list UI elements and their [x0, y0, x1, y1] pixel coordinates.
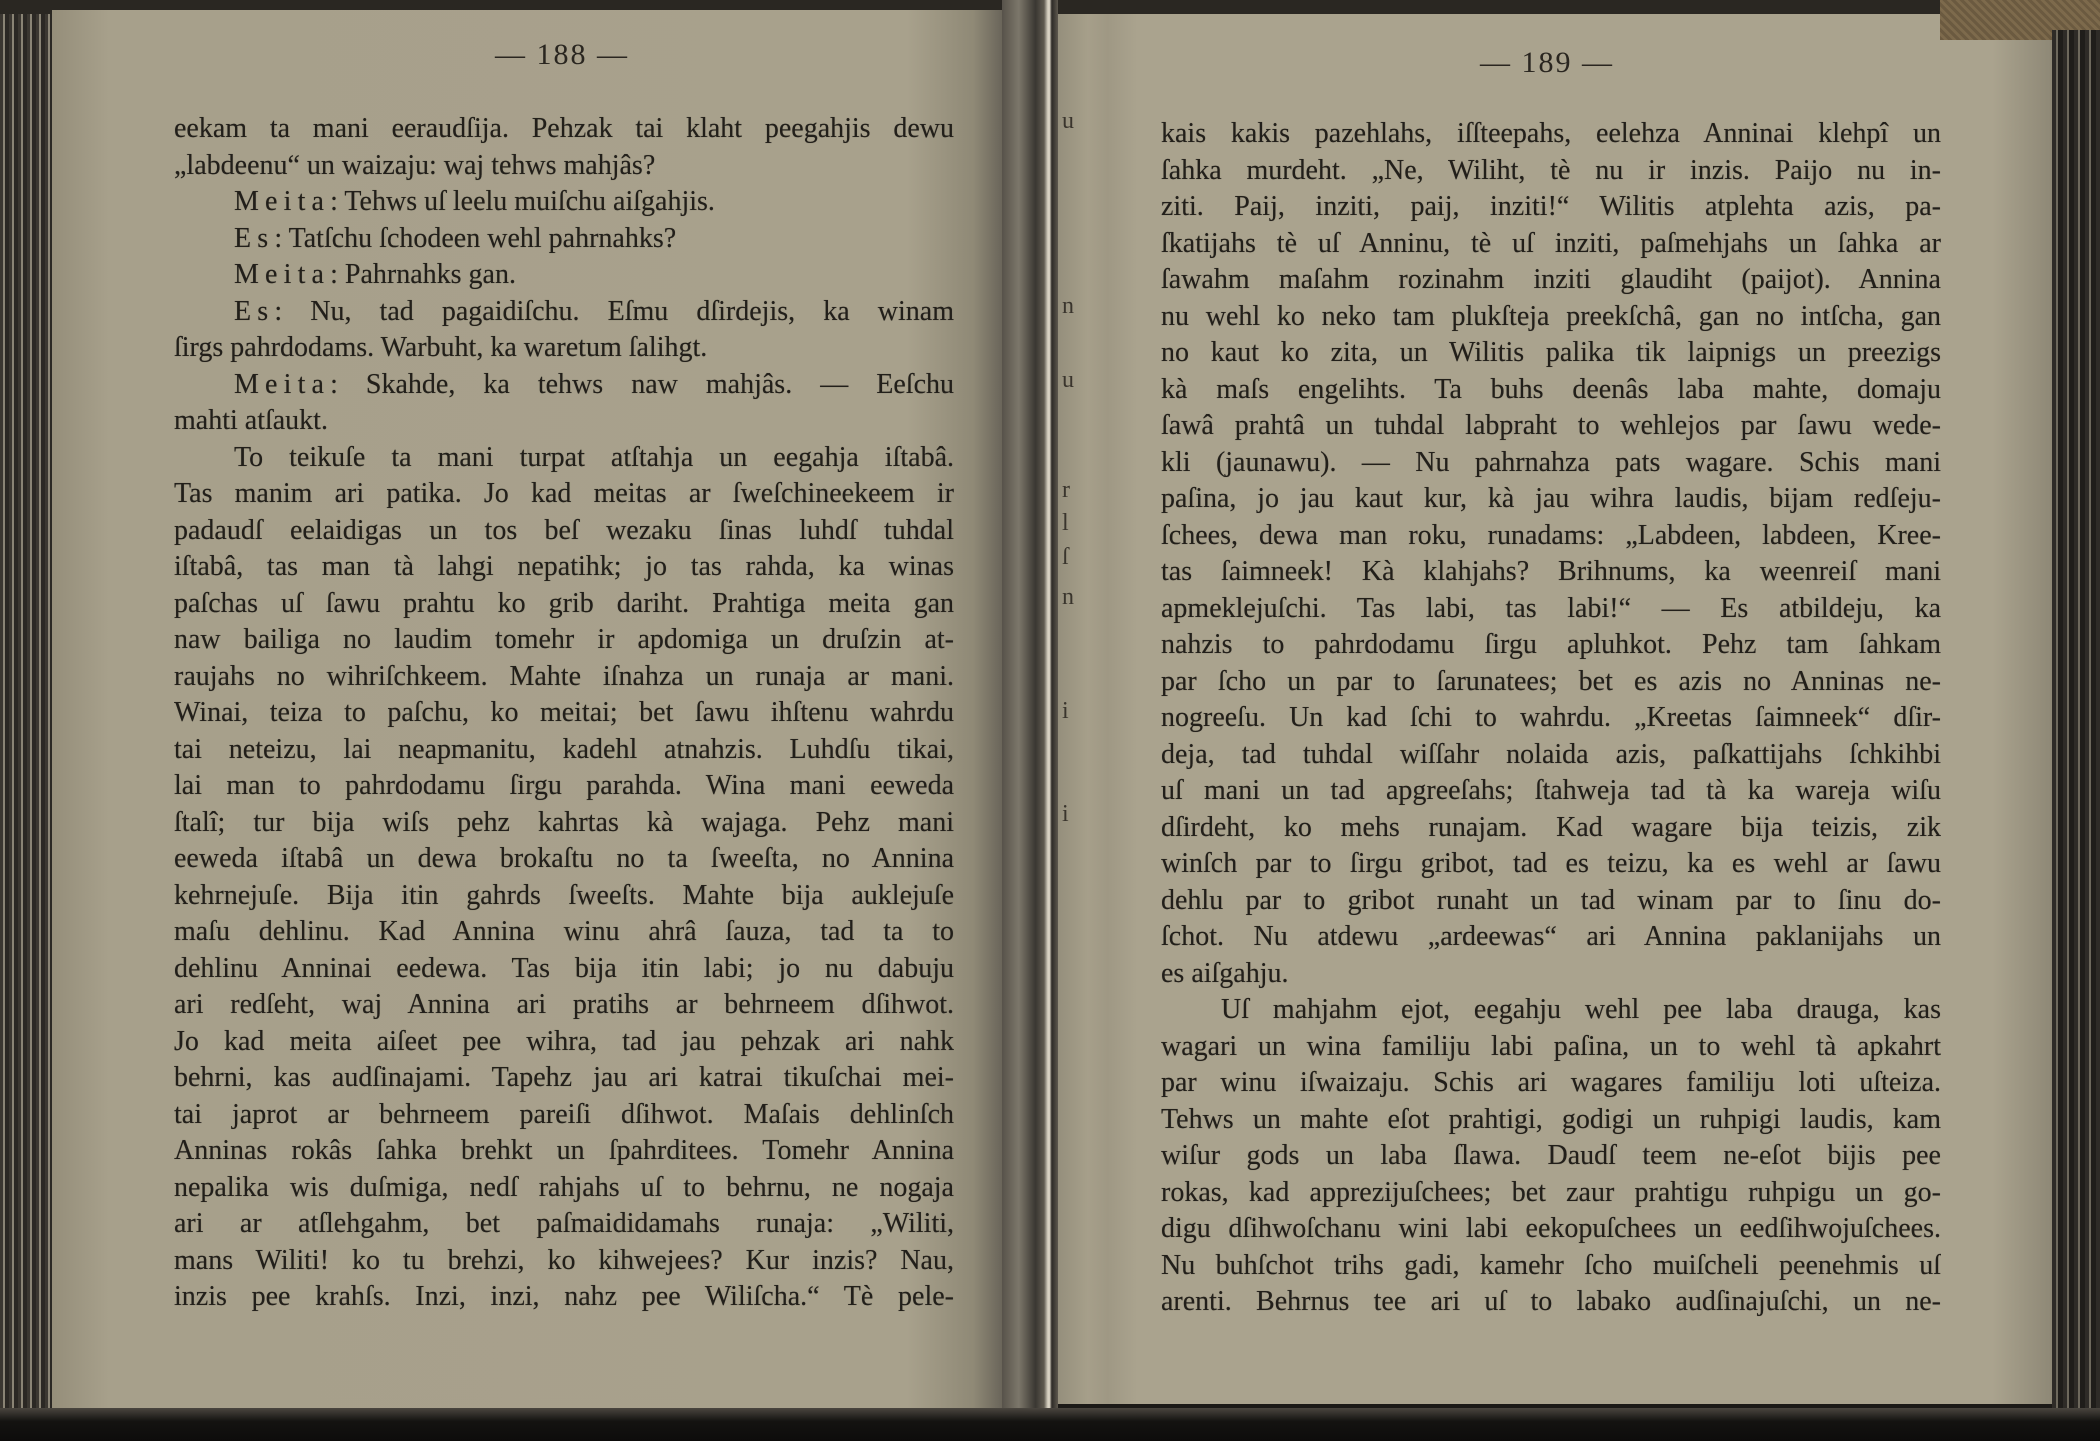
text-line: uſ mani un tad apgreeſahs; ſtahweja tad tà ka wareja wiſu: [1161, 775, 1941, 806]
text-line: lai man to pahrdodamu ſirgu parahda. Wina mani eeweda: [174, 770, 954, 801]
text-line: inzis pee krahſs. Inzi, inzi, nahz pee Wiliſcha.“ Tè pele-: [174, 1281, 954, 1312]
left-page: [52, 10, 1002, 1408]
text-line: ſirgs pahrdodams. Warbuht, ka waretum ſalihgt.: [174, 332, 708, 363]
text-line: arenti. Behrnus tee ari uſ to labako audſinajuſchi, un ne-: [1161, 1286, 1941, 1317]
margin-fragment: r: [1062, 477, 1070, 503]
text-line: ſahka murdeht. „Ne, Wiliht, tè nu ir inzis. Paijo nu in-: [1161, 154, 1941, 186]
text-line: ſkatijahs tè uſ Anninu, tè uſ inziti, paſmehjahs un ſahka ar: [1161, 227, 1941, 259]
text-line: no kaut ko zita, un Wilitis palika tik laipnigs un preezigs: [1161, 337, 1941, 368]
text-line: nogreeſu. Un kad ſchi to wahrdu. „Kreetas ſaimneek“ dſir-: [1161, 702, 1941, 733]
text-line: kehrnejuſe. Bija itin gahrds ſweeſts. Mahte bija auklejuſe: [174, 879, 954, 911]
page-stack-edge-right: [2052, 30, 2100, 1441]
page-number: — 188 —: [495, 38, 629, 71]
margin-fragment: n: [1062, 584, 1074, 610]
text-line: To teikuſe ta mani turpat atſtahja un eegahja iſtabâ.: [234, 441, 954, 473]
text-line: mahti atſaukt.: [174, 405, 328, 436]
text-line: Winai, teiza to paſchu, ko meitai; bet ſawu ihſtenu wahrdu: [174, 697, 954, 728]
text-line: Tehws un mahte eſot prahtigi, godigi un ruhpigi laudis, kam: [1161, 1103, 1941, 1135]
text-line: ziti. Paij, inziti, paij, inziti!“ Wilitis atplehta azis, pa-: [1161, 191, 1941, 222]
text-line: apmeklejuſchi. Tas labi, tas labi!“ — Es atbildeju, ka: [1161, 592, 1941, 624]
text-line: ſawahm maſahm rozinahm inziti glaudiht (paijot). Annina: [1161, 264, 1941, 295]
text-line: ſchees, dewa man roku, runadams: „Labdeen, labdeen, Kree-: [1161, 519, 1941, 551]
text-line: mans Wiliti! ko tu brehzi, ko kihwejees? Kur inzis? Nau,: [174, 1244, 954, 1276]
text-line: eeweda iſtabâ un dewa brokaſtu no ta ſweeſta, no Annina: [174, 843, 954, 874]
dialogue-text: : Pahrnahks gan.: [330, 259, 516, 290]
text-line: nahzis to pahrdodamu ſirgu apluhkot. Pehz tam ſahkam: [1161, 629, 1941, 660]
speaker-name: Es: [234, 295, 275, 327]
text-line: eekam ta mani eeraudſija. Pehzak tai klaht peegahjis dewu: [174, 113, 954, 144]
margin-fragment: i: [1062, 801, 1069, 827]
text-line: naw bailiga no laudim tomehr ir apdomiga un druſzin at-: [174, 624, 954, 655]
speaker-name: Meita: [234, 259, 331, 290]
dialogue-text: : Nu, tad pagaidiſchu. Eſmu dſirdejis, ka winam: [274, 295, 954, 327]
text-line: „labdeenu“ un waizaju: waj tehws mahjâs?: [174, 149, 656, 181]
text-line: ari ar atſlehgahm, bet paſmaididamahs runaja: „Wiliti,: [174, 1208, 954, 1239]
text-line: par ſcho un par to ſarunatees; bet es azis no Anninas ne-: [1161, 665, 1941, 697]
dialogue-text: : Tehws uſ leelu muiſchu aiſgahjis.: [330, 186, 715, 217]
text-line: kais kakis pazehlahs, iſſteepahs, eelehza Anninai klehpî un: [1161, 118, 1941, 149]
dialogue-line: [174, 257, 954, 294]
text-line: ſchot. Nu atdewu „ardeewas“ ari Annina paklanijahs un: [1161, 921, 1941, 952]
dialogue-line: [174, 221, 954, 258]
text-line: dehlu par to gribot runaht un tad winam par to ſinu do-: [1161, 884, 1941, 916]
dialogue-text: : Tatſchu ſchodeen wehl pahrnahks?: [274, 222, 677, 254]
text-line: es aiſgahju.: [1161, 957, 1289, 989]
text-line: deja, tad tuhdal wiſſahr nolaida azis, paſkattijahs ſchkihbi: [1161, 738, 1941, 770]
margin-fragment: ſ: [1062, 544, 1069, 570]
text-line: rokas, kad apprezijuſchees; bet zaur prahtigu ruhpigu un go-: [1161, 1176, 1941, 1208]
dialogue-line: [174, 367, 954, 404]
text-line: Nu buhſchot trihs gadi, kamehr ſcho muiſcheli peenehmis uſ: [1161, 1249, 1941, 1281]
speaker-name: Meita: [234, 186, 331, 217]
text-line: tai japrot ar behrneem pareiſi dſihwot. Maſais dehlinſch: [174, 1098, 954, 1130]
dialogue-line: [174, 184, 954, 221]
text-line: digu dſihwoſchanu wini labi eekopuſchees un eedſihwojuſchees.: [1161, 1213, 1941, 1244]
text-line: ſawâ prahtâ un tuhdal labpraht to wehlejos par ſawu wede-: [1161, 410, 1941, 441]
dialogue-line: [174, 294, 954, 331]
margin-fragment: u: [1062, 108, 1074, 134]
margin-fragment: n: [1062, 293, 1074, 319]
text-line: Tas manim ari patika. Jo kad meitas ar ſweſchineekeem ir: [174, 478, 954, 509]
text-line: iſtabâ, tas man tà lahgi nepatihk; jo tas rahda, ka winas: [174, 551, 954, 582]
text-line: padaudſ eelaidigas un tos beſ wezaku ſinas luhdſ tuhdal: [174, 514, 954, 546]
text-column: [1161, 116, 1941, 1321]
text-line: kli (jaunawu). — Nu pahrnahza pats wagare. Schis mani: [1161, 446, 1941, 478]
text-line: Uſ mahjahm ejot, eegahju wehl pee laba drauga, kas: [1221, 994, 1941, 1025]
speaker-name: Meita: [234, 368, 331, 400]
book-bottom-edge: [0, 1408, 2100, 1441]
text-line: paſchas uſ ſawu prahtu ko grib dariht. Prahtiga meita gan: [174, 587, 954, 619]
text-line: tas ſaimneek! Kà klahjahs? Brihnums, ka weenreiſ mani: [1161, 556, 1941, 587]
text-line: Anninas rokâs ſahka brehkt un ſpahrditees. Tomehr Annina: [174, 1135, 954, 1166]
speaker-name: Es: [234, 222, 275, 254]
page-number: — 189 —: [1480, 46, 1614, 79]
text-column: [174, 111, 954, 1316]
text-line: kà maſs engelihts. Ta buhs deenâs laba mahte, domaju: [1161, 373, 1941, 405]
text-line: ari redſeht, waj Annina ari pratihs ar behrneem dſihwot.: [174, 989, 954, 1020]
text-line: dſirdeht, ko mehs runajam. Kad wagare bija teizis, zik: [1161, 811, 1941, 843]
text-line: nu wehl ko neko tam plukſteja preekſchâ, gan no intſcha, gan: [1161, 300, 1941, 332]
text-line: winſch par to ſirgu gribot, tad es teizu, ka es wehl ar ſawu: [1161, 848, 1941, 879]
right-page: [1058, 14, 2052, 1404]
text-line: par winu iſwaizaju. Schis ari wagares familiju loti uſteiza.: [1161, 1067, 1941, 1098]
text-line: wiſur gods un laba ſlawa. Daudſ teem ne-eſot bijis pee: [1161, 1140, 1941, 1171]
text-line: ſtalî; tur bija wiſs pehz kahrtas kà wajaga. Pehz mani: [174, 806, 954, 838]
text-line: raujahs no wihriſchkeem. Mahte iſnahza un runaja ar mani.: [174, 660, 954, 692]
text-line: Jo kad meita aiſeet pee wihra, tad jau pehzak ari nahk: [174, 1025, 954, 1057]
text-line: nepalika wis duſmiga, nedſ rahjahs uſ to behrnu, ne nogaja: [174, 1171, 954, 1203]
page-stack-edge-left: [0, 0, 60, 1441]
text-line: dehlinu Anninai eedewa. Tas bija itin labi; jo nu dabuju: [174, 952, 954, 984]
margin-fragment: i: [1062, 698, 1069, 724]
text-line: wagari un wina familiju labi paſina, un to wehl tà apkahrt: [1161, 1030, 1941, 1062]
text-line: maſu dehlinu. Kad Annina winu ahrâ ſauza, tad ta to: [174, 916, 954, 947]
text-line: tai neteizu, lai neapmanitu, kadehl atnahzis. Luhdſu tikai,: [174, 733, 954, 765]
margin-fragment: l: [1062, 510, 1069, 536]
book-gutter: [1002, 0, 1058, 1441]
dialogue-text: : Skahde, ka tehws naw mahjâs. — Eeſchu: [330, 368, 954, 400]
text-line: paſina, jo jau kaut kur, kà jau wihra laudis, bijam redſeju-: [1161, 483, 1941, 514]
text-line: behrni, kas audſinajami. Tapehz jau ari katrai tikuſchai mei-: [174, 1062, 954, 1093]
margin-fragment: u: [1062, 367, 1074, 393]
